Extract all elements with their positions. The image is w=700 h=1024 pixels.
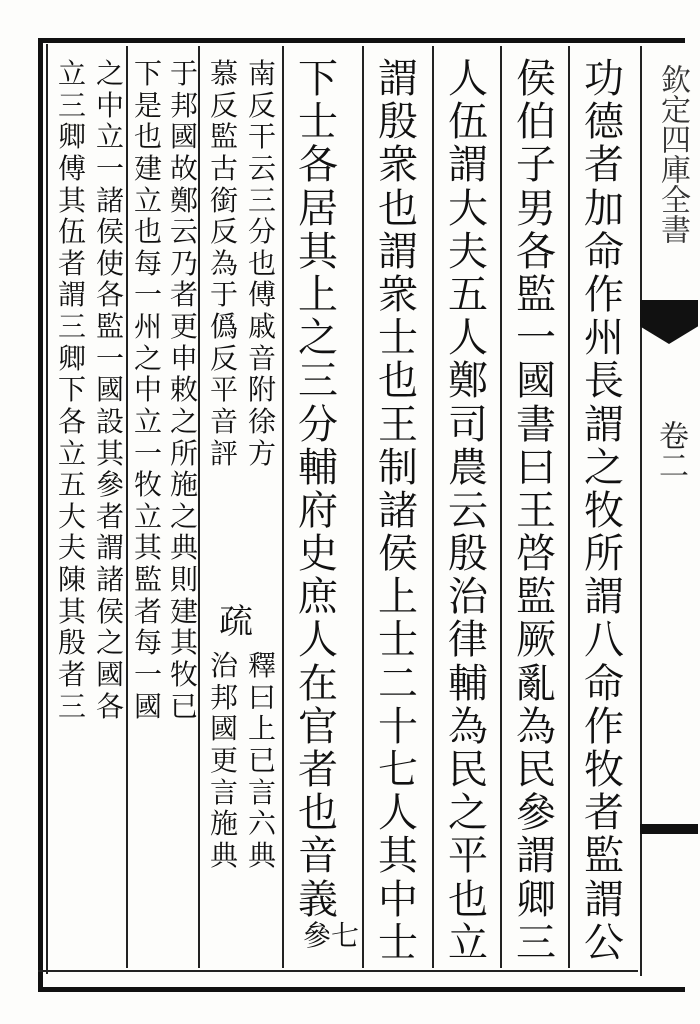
commentary-column-6a (242, 58, 282, 469)
glyph: 命 (584, 660, 624, 707)
glyph: 傅 (57, 151, 86, 185)
glyph: 各 (95, 689, 124, 723)
glyph: 更 (169, 310, 198, 343)
glyph: 居 (298, 185, 338, 232)
glyph: 之 (584, 444, 624, 491)
glyph: 伍 (57, 215, 86, 249)
glyph: 謂 (378, 56, 418, 102)
glyph: 二 (378, 660, 418, 707)
glyph: 一 (95, 151, 124, 185)
glyph: 為 (209, 246, 238, 280)
glyph: 乃 (169, 246, 198, 280)
glyph: 者 (133, 594, 162, 628)
glyph: 三 (247, 183, 276, 217)
glyph: 之 (133, 341, 162, 375)
glyph: 使 (95, 246, 124, 280)
glyph: 反 (209, 341, 238, 375)
glyph: 者 (95, 499, 124, 533)
glyph: 亂 (516, 660, 556, 707)
glyph: 大 (448, 185, 488, 232)
fishtail-mark-bottom (640, 824, 698, 834)
glyph: 評 (209, 436, 238, 470)
glyph: 州 (584, 315, 624, 362)
glyph: 伯 (516, 99, 556, 146)
column-rule (362, 46, 364, 968)
glyph: 言 (247, 775, 276, 809)
glyph: 于 (169, 57, 198, 90)
glyph: 諸 (95, 183, 124, 217)
glyph: 立 (133, 183, 162, 217)
glyph: 戚 (247, 310, 276, 343)
glyph: 音 (209, 404, 238, 438)
text-column-3 (440, 58, 496, 965)
glyph: 銜 (209, 183, 238, 217)
glyph: 立 (133, 499, 162, 533)
glyph: 僞 (209, 310, 238, 343)
glyph: 言 (209, 775, 238, 809)
glyph: 夫 (57, 531, 86, 565)
glyph: 音 (298, 833, 338, 880)
glyph: 衆 (378, 142, 418, 189)
glyph: 監 (209, 120, 238, 154)
glyph: 平 (209, 373, 238, 407)
glyph: 也 (247, 246, 276, 280)
glyph: 一 (516, 315, 556, 362)
glyph: 功 (584, 56, 624, 102)
glyph: 牧 (133, 468, 162, 502)
glyph: 鄭 (169, 183, 198, 217)
glyph: 也 (448, 876, 488, 923)
glyph: 人 (378, 790, 418, 837)
commentary-column-6e (204, 650, 244, 871)
glyph: 國 (516, 358, 556, 405)
glyph: 云 (247, 151, 276, 185)
glyph: 輔 (298, 444, 338, 491)
glyph: 典 (209, 838, 238, 872)
glyph: 民 (516, 747, 556, 793)
glyph: 慕 (209, 57, 238, 90)
glyph: 立 (133, 404, 162, 438)
glyph: 立 (448, 919, 488, 966)
glyph: 五 (57, 468, 86, 502)
glyph: 典 (169, 531, 198, 565)
glyph: 方 (247, 436, 276, 470)
glyph: 故 (169, 151, 198, 185)
glyph: 分 (298, 401, 338, 448)
glyph: 大 (57, 499, 86, 533)
glyph: 六 (247, 807, 276, 841)
glyph: 八 (584, 617, 624, 664)
glyph: 所 (584, 531, 624, 578)
glyph: 謂 (516, 833, 556, 880)
glyph: 敕 (169, 373, 198, 407)
inner-border-left (46, 44, 48, 974)
commentary-column-6b (204, 58, 244, 469)
glyph: 司 (448, 401, 488, 448)
glyph: 立 (57, 57, 86, 90)
glyph: 每 (133, 246, 162, 280)
glyph: 云 (169, 215, 198, 249)
glyph: 也 (133, 215, 162, 249)
commentary-column-7a (164, 58, 204, 722)
glyph: 卿 (516, 876, 556, 923)
glyph: 卿 (57, 341, 86, 375)
glyph: 下 (298, 56, 338, 102)
glyph: 中 (133, 373, 162, 407)
glyph: 國 (169, 120, 198, 154)
glyph: 更 (209, 743, 238, 777)
glyph: 附 (247, 373, 276, 407)
glyph: 其 (378, 833, 418, 880)
glyph: 牧 (169, 657, 198, 691)
glyph: 徐 (247, 404, 276, 438)
column-rule (568, 46, 570, 968)
glyph: 監 (584, 833, 624, 880)
glyph: 干 (247, 120, 276, 154)
glyph: 則 (169, 563, 198, 596)
glyph: 各 (57, 404, 86, 438)
glyph: 分 (247, 215, 276, 249)
glyph: 監 (516, 271, 556, 318)
glyph: 士 (378, 919, 418, 966)
glyph: 其 (169, 626, 198, 660)
glyph: 三 (298, 358, 338, 405)
glyph: 一 (95, 341, 124, 375)
glyph: 卿 (57, 120, 86, 154)
glyph: 南 (247, 57, 276, 90)
glyph: 之 (95, 626, 124, 660)
glyph: 侯 (95, 594, 124, 628)
glyph: 一 (133, 278, 162, 312)
glyph: 王 (378, 401, 418, 448)
glyph: 監 (516, 574, 556, 621)
glyph: 已 (169, 689, 198, 723)
glyph: 上 (378, 574, 418, 621)
glyph: 釋 (247, 649, 276, 682)
glyph: 參 (516, 790, 556, 837)
glyph: 制 (378, 444, 418, 491)
glyph: 國 (95, 657, 124, 691)
glyph: 中 (95, 88, 124, 122)
glyph: 夫 (448, 228, 488, 275)
glyph: 各 (298, 142, 338, 189)
glyph: 已 (247, 743, 276, 777)
commentary-column-8b (52, 58, 92, 722)
glyph: 反 (209, 215, 238, 249)
glyph: 所 (169, 436, 198, 470)
glyph: 其 (57, 594, 86, 628)
glyph: 傅 (247, 278, 276, 312)
glyph: 三 (57, 310, 86, 343)
glyph: 云 (448, 487, 488, 534)
glyph: 士 (298, 99, 338, 146)
glyph: 之 (95, 57, 124, 90)
glyph: 施 (209, 807, 238, 841)
glyph: 作 (584, 703, 624, 750)
glyph: 啓 (516, 531, 556, 578)
glyph: 曰 (247, 680, 276, 714)
glyph: 殷 (378, 99, 418, 146)
glyph: 者 (169, 278, 198, 312)
juan-label: 卷二 (653, 420, 688, 480)
glyph: 監 (95, 310, 124, 343)
glyph: 作 (584, 271, 624, 318)
glyph: 侯 (95, 215, 124, 249)
glyph: 設 (95, 404, 124, 438)
glyph: 謂 (95, 531, 124, 565)
glyph: 七 (331, 919, 360, 952)
glyph: 律 (448, 617, 488, 664)
glyph: 三 (57, 88, 86, 122)
glyph: 侯 (378, 531, 418, 578)
glyph: 伍 (448, 99, 488, 146)
glyph: 也 (378, 358, 418, 405)
glyph: 公 (584, 919, 624, 966)
glyph: 治 (448, 574, 488, 621)
glyph: 曰 (516, 444, 556, 491)
glyph: 一 (133, 436, 162, 470)
glyph: 加 (584, 185, 624, 232)
glyph: 其 (298, 228, 338, 275)
glyph: 侯 (516, 56, 556, 102)
glyph: 參 (95, 468, 124, 502)
glyph: 七 (378, 747, 418, 793)
glyph: 施 (169, 468, 198, 502)
glyph: 謂 (584, 401, 624, 448)
glyph: 衆 (378, 271, 418, 318)
glyph: 各 (516, 228, 556, 275)
glyph: 五 (448, 271, 488, 318)
glyph: 輔 (448, 660, 488, 707)
glyph: 庶 (298, 574, 338, 621)
glyph: 建 (169, 594, 198, 628)
glyph: 其 (57, 183, 86, 217)
glyph: 其 (133, 531, 162, 565)
glyph: 治 (209, 649, 238, 682)
glyph: 府 (298, 487, 338, 534)
glyph: 牧 (584, 747, 624, 793)
glyph: 士 (378, 315, 418, 362)
glyph: 每 (133, 626, 162, 660)
glyph: 三 (57, 689, 86, 723)
glyph: 王 (516, 487, 556, 534)
glyph: 疏 (219, 602, 253, 642)
glyph: 官 (298, 703, 338, 750)
glyph: 也 (133, 120, 162, 154)
glyph: 士 (378, 617, 418, 664)
glyph: 建 (133, 151, 162, 185)
glyph: 鄭 (448, 358, 488, 405)
glyph: 也 (298, 790, 338, 837)
text-column-5-note (296, 920, 366, 952)
glyph: 平 (448, 833, 488, 880)
glyph: 義 (298, 876, 338, 923)
glyph: 諸 (95, 563, 124, 596)
glyph: 謂 (448, 142, 488, 189)
glyph: 謂 (584, 574, 624, 621)
glyph: 民 (448, 747, 488, 793)
glyph: 為 (448, 703, 488, 750)
glyph: 者 (298, 747, 338, 793)
glyph: 下 (57, 373, 86, 407)
text-column-4 (370, 58, 426, 965)
glyph: 上 (247, 712, 276, 746)
glyph: 國 (209, 712, 238, 746)
glyph: 反 (247, 88, 276, 122)
glyph: 音 (247, 341, 276, 375)
glyph: 立 (57, 436, 86, 470)
column-rule (432, 46, 434, 968)
glyph: 一 (133, 657, 162, 691)
glyph: 三 (516, 919, 556, 966)
commentary-column-8a (90, 58, 130, 722)
glyph: 厥 (516, 617, 556, 664)
glyph: 參 (302, 919, 331, 952)
text-column-1 (576, 58, 632, 965)
shu-marker (214, 604, 258, 641)
glyph: 殷 (448, 531, 488, 578)
glyph: 陳 (57, 563, 86, 596)
glyph: 邦 (169, 88, 198, 122)
glyph: 者 (584, 790, 624, 837)
glyph: 監 (133, 563, 162, 596)
glyph: 于 (209, 278, 238, 312)
glyph: 是 (133, 88, 162, 122)
glyph: 古 (209, 151, 238, 185)
glyph: 者 (57, 246, 86, 280)
glyph: 者 (584, 142, 624, 189)
commentary-column-7b (128, 58, 168, 722)
glyph: 長 (584, 358, 624, 405)
glyph: 之 (298, 315, 338, 362)
column-rule (282, 46, 284, 968)
glyph: 上 (298, 271, 338, 318)
glyph: 反 (209, 88, 238, 122)
glyph: 農 (448, 444, 488, 491)
glyph: 邦 (209, 680, 238, 714)
glyph: 諸 (378, 487, 418, 534)
glyph: 下 (133, 57, 162, 90)
column-rule (500, 46, 502, 968)
glyph: 各 (95, 278, 124, 312)
text-column-5 (290, 58, 346, 922)
glyph: 人 (448, 315, 488, 362)
glyph: 人 (298, 617, 338, 664)
glyph: 在 (298, 660, 338, 707)
glyph: 十 (378, 703, 418, 750)
glyph: 殷 (57, 626, 86, 660)
glyph: 男 (516, 185, 556, 232)
glyph: 命 (584, 228, 624, 275)
glyph: 人 (448, 56, 488, 102)
glyph: 申 (169, 341, 198, 375)
book-title-fragment: 欽定四庫全書 (655, 64, 690, 244)
glyph: 為 (516, 703, 556, 750)
glyph: 子 (516, 142, 556, 189)
glyph: 之 (169, 499, 198, 533)
glyph: 立 (95, 120, 124, 154)
glyph: 書 (516, 401, 556, 448)
glyph: 牧 (584, 487, 624, 534)
glyph: 中 (378, 876, 418, 923)
glyph: 典 (247, 838, 276, 872)
glyph: 其 (95, 436, 124, 470)
glyph: 史 (298, 531, 338, 578)
glyph: 國 (95, 373, 124, 407)
glyph: 謂 (378, 228, 418, 275)
glyph: 州 (133, 310, 162, 343)
glyph: 之 (448, 790, 488, 837)
glyph: 謂 (57, 278, 86, 312)
inner-border-bottom (38, 970, 638, 972)
text-column-2 (508, 58, 564, 965)
commentary-column-6d (242, 650, 282, 871)
glyph: 者 (57, 657, 86, 691)
glyph: 謂 (584, 876, 624, 923)
glyph: 之 (169, 404, 198, 438)
glyph: 德 (584, 99, 624, 146)
glyph: 國 (133, 689, 162, 723)
glyph: 也 (378, 185, 418, 232)
